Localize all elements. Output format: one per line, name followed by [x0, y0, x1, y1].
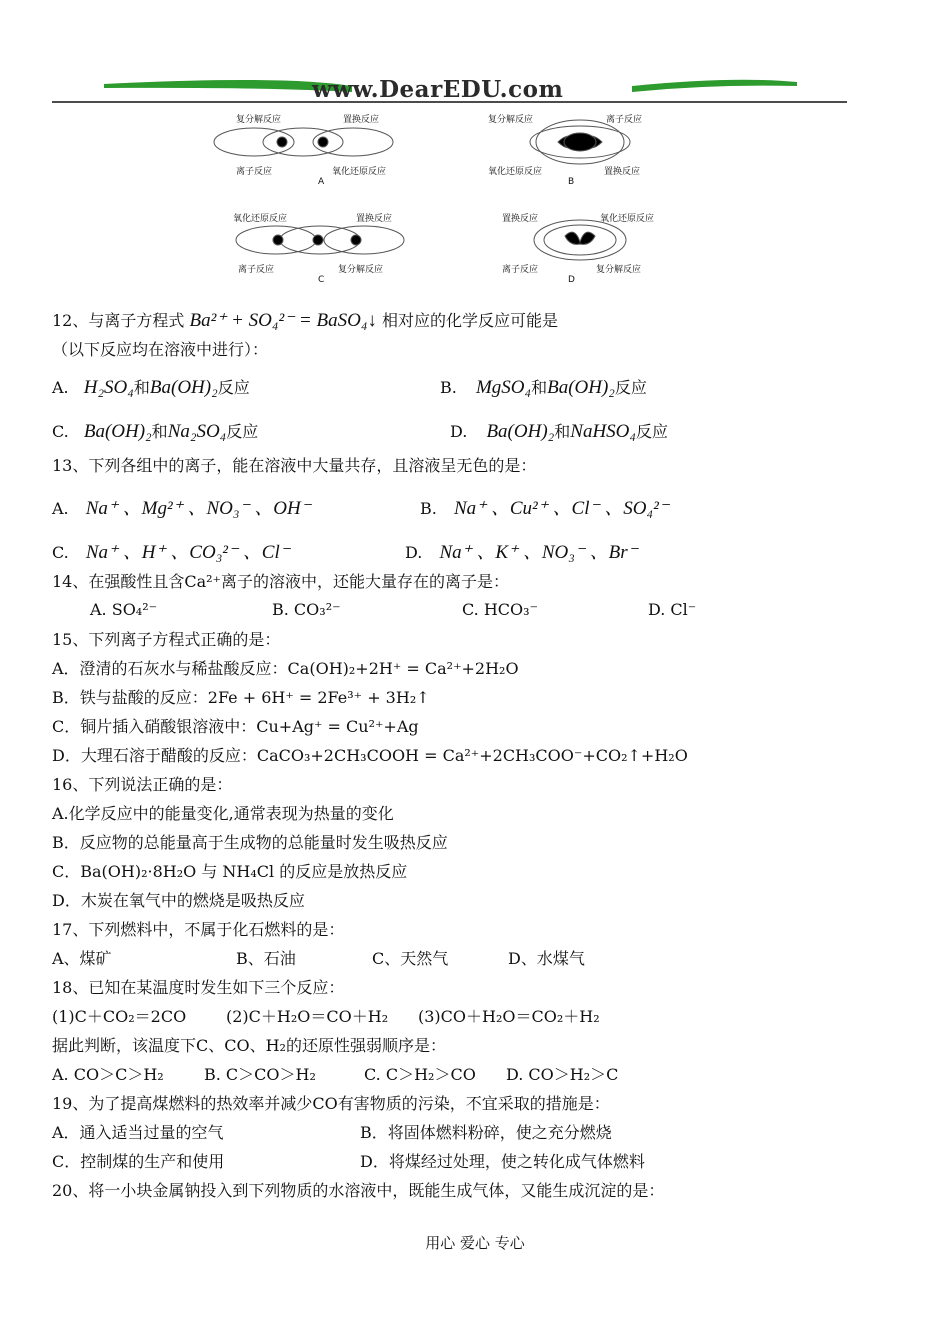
q16-option-c[interactable]: C．Ba(OH)₂·8H₂O 与 NH₄Cl 的反应是放热反应 — [52, 862, 408, 881]
q12-option-a[interactable] — [52, 375, 250, 399]
diagram-c-label-br: 复分解反应 — [338, 265, 384, 275]
q19-option-c[interactable]: C．控制煤的生产和使用 — [52, 1152, 225, 1171]
reaction-word: 反应 — [226, 422, 259, 441]
q16-option-b[interactable]: B．反应物的总能量高于生成物的总能量时发生吸热反应 — [52, 833, 448, 852]
option-label: D. — [450, 422, 468, 441]
diagram-d-label-bl: 离子反应 — [502, 265, 539, 275]
option-label: A. — [52, 378, 69, 397]
diagram-d-label-br: 复分解反应 — [596, 265, 642, 275]
diagram-a-label-tl: 复分解反应 — [236, 115, 282, 125]
formula: Ba(OH)₂ — [83, 421, 152, 442]
q18-judge: 据此判断，该温度下C、CO、H₂的还原性强弱顺序是： — [52, 1036, 446, 1055]
q13-option-d[interactable] — [405, 537, 638, 564]
q12-option-c[interactable] — [52, 419, 258, 443]
diagram-a-label-br: 氧化还原反应 — [332, 167, 387, 177]
formula: H₂SO₄ — [83, 377, 134, 398]
ion-list: Na⁺ 、K⁺ 、NO₃⁻ 、Br⁻ — [439, 542, 638, 563]
q17-option-d[interactable]: D、水煤气 — [508, 949, 585, 968]
diagram-b-label-bl: 氧化还原反应 — [488, 167, 543, 177]
conjunction: 和 — [554, 422, 571, 441]
diagram-a-label-bl: 离子反应 — [236, 167, 273, 177]
option-label: B. — [440, 378, 457, 397]
option-label: D. — [405, 543, 423, 562]
q16-option-d[interactable]: D．木炭在氧气中的燃烧是吸热反应 — [52, 891, 305, 910]
q16-option-a[interactable]: A.化学反应中的能量变化,通常表现为热量的变化 — [52, 804, 394, 823]
option-label: C. — [52, 422, 69, 441]
formula: NaHSO₄ — [570, 421, 636, 442]
diagram-c-label-tl: 氧化还原反应 — [233, 214, 288, 224]
option-label: B. — [420, 499, 437, 518]
diagram-c-caption: C — [318, 275, 325, 285]
reaction-word: 反应 — [614, 378, 647, 397]
reaction-word: 反应 — [636, 422, 669, 441]
q18-option-c[interactable]: C. C＞H₂＞CO — [364, 1065, 476, 1084]
q17-stem: 17、下列燃料中，不属于化石燃料的是： — [52, 920, 345, 939]
q15-stem: 15、下列离子方程式正确的是： — [52, 630, 281, 649]
q17-option-b[interactable]: B、石油 — [236, 949, 296, 968]
q17-option-a[interactable]: A、煤矿 — [52, 949, 112, 968]
q15-option-d[interactable]: D．大理石溶于醋酸的反应：CaCO₃+2CH₃COOH = Ca²⁺+2CH₃COO⁻+CO₂↑+H₂O — [52, 746, 688, 765]
q12-prefix: 12、与离子方程式 — [52, 311, 185, 330]
reaction-word: 反应 — [217, 378, 250, 397]
diagram-b-label-br: 置换反应 — [604, 167, 641, 177]
option-label: A. — [52, 499, 69, 518]
formula: Ba(OH)₂ — [486, 421, 555, 442]
q12-option-b[interactable] — [440, 375, 647, 399]
conjunction: 和 — [133, 378, 150, 397]
diagram-d-caption: D — [568, 275, 575, 285]
diagram-b-label-tr: 离子反应 — [606, 115, 643, 125]
conjunction: 和 — [531, 378, 548, 397]
q15-option-a[interactable]: A．澄清的石灰水与稀盐酸反应：Ca(OH)₂+2H⁺ = Ca²⁺+2H₂O — [52, 659, 519, 678]
q14-stem: 14、在强酸性且含Ca²⁺离子的溶液中，还能大量存在的离子是： — [52, 572, 510, 591]
q14-option-b[interactable]: B. CO₃²⁻ — [272, 600, 341, 619]
q18-reaction-3: (3)CO＋H₂O＝CO₂＋H₂ — [418, 1007, 600, 1026]
q15-option-c[interactable]: C．铜片插入硝酸银溶液中：Cu+Ag⁺ = Cu²⁺+Ag — [52, 717, 419, 736]
q17-option-c[interactable]: C、天然气 — [372, 949, 449, 968]
diagram-b-caption: B — [568, 177, 575, 187]
q14-option-d[interactable]: D. Cl⁻ — [648, 600, 697, 619]
q13-stem: 13、下列各组中的离子，能在溶液中大量共存，且溶液呈无色的是： — [52, 456, 537, 475]
diagram-c-label-bl: 离子反应 — [238, 265, 275, 275]
venn-diagram-graphics — [0, 0, 950, 300]
diagram-a-caption: A — [318, 177, 325, 187]
q18-stem: 18、已知在某温度时发生如下三个反应： — [52, 978, 345, 997]
conjunction: 和 — [151, 422, 168, 441]
q14-option-a[interactable]: A. SO₄²⁻ — [90, 600, 158, 619]
q13-option-b[interactable] — [420, 493, 669, 520]
q12-line2: （以下反应均在溶液中进行）： — [52, 340, 269, 359]
diagram-d-label-tr: 氧化还原反应 — [600, 214, 655, 224]
ion-list: Na⁺ 、Cu²⁺ 、Cl⁻ 、SO₄²⁻ — [453, 498, 669, 519]
q20-stem: 20、将一小块金属钠投入到下列物质的水溶液中，既能生成气体，又能生成沉淀的是： — [52, 1181, 665, 1200]
diagram-a-label-tr: 置换反应 — [343, 115, 380, 125]
q19-option-b[interactable]: B．将固体燃料粉碎，使之充分燃烧 — [360, 1123, 612, 1142]
q12-suffix: 相对应的化学反应可能是 — [382, 311, 559, 330]
q13-option-c[interactable] — [52, 537, 290, 564]
q18-option-b[interactable]: B. C＞CO＞H₂ — [204, 1065, 316, 1084]
formula: Ba(OH)₂ — [149, 377, 218, 398]
formula: Na₂SO₄ — [167, 421, 227, 442]
q19-stem: 19、为了提高煤燃料的热效率并减少CO有害物质的污染，不宜采取的措施是： — [52, 1094, 610, 1113]
diagram-d — [534, 220, 626, 260]
q16-stem: 16、下列说法正确的是： — [52, 775, 233, 794]
q12-equation: Ba²⁺ + SO₄²⁻ = BaSO₄↓ — [189, 310, 377, 331]
q18-reaction-2: (2)C＋H₂O＝CO＋H₂ — [226, 1007, 389, 1026]
page-footer: 用心 爱心 专心 — [425, 1234, 525, 1252]
q15-option-b[interactable]: B．铁与盐酸的反应：2Fe + 6H⁺ = 2Fe³⁺ + 3H₂↑ — [52, 688, 430, 707]
q19-option-a[interactable]: A．通入适当过量的空气 — [52, 1123, 224, 1142]
formula: Ba(OH)₂ — [547, 377, 615, 398]
q13-option-a[interactable] — [52, 493, 311, 520]
q18-reaction-1: (1)C＋CO₂＝2CO — [52, 1007, 187, 1026]
ion-list: Na⁺ 、H⁺ 、CO₃²⁻ 、Cl⁻ — [85, 542, 290, 563]
q19-option-d[interactable]: D．将煤经过处理，使之转化成气体燃料 — [360, 1152, 645, 1171]
q12-option-d[interactable] — [450, 419, 668, 443]
diagram-c-label-tr: 置换反应 — [356, 214, 393, 224]
q18-option-d[interactable]: D. CO＞H₂＞C — [506, 1065, 619, 1084]
diagram-b — [530, 120, 630, 164]
diagram-c — [236, 226, 404, 254]
option-label: C. — [52, 543, 69, 562]
formula: MgSO₄ — [475, 377, 532, 398]
diagram-d-label-tl: 置换反应 — [502, 214, 539, 224]
q18-option-a[interactable]: A. CO＞C＞H₂ — [52, 1065, 164, 1084]
diagram-a — [214, 128, 393, 156]
logo-text: www.DearEDU.com — [312, 76, 564, 103]
diagram-b-label-tl: 复分解反应 — [488, 115, 534, 125]
q14-option-c[interactable]: C. HCO₃⁻ — [462, 600, 539, 619]
ion-list: Na⁺ 、Mg²⁺ 、NO₃⁻ 、OH⁻ — [85, 498, 311, 519]
